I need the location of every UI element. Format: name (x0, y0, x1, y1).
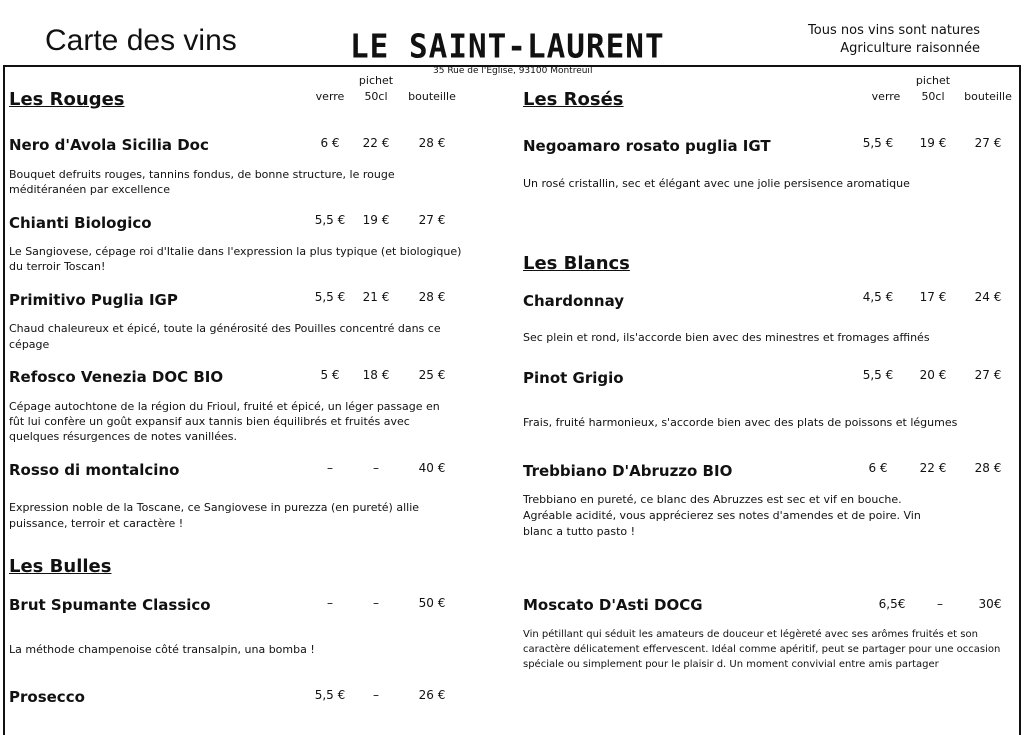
price-pichet: 22 € (919, 461, 947, 475)
wine-name: Nero d'Avola Sicilia Doc (9, 136, 209, 154)
price-bouteille: 24 € (974, 290, 1002, 304)
price-bouteille: 26 € (418, 688, 446, 702)
wine-name: Chianti Biologico (9, 214, 152, 232)
col-header-pichet: pichet (358, 74, 394, 87)
price-verre: 5,5 € (314, 213, 346, 227)
price-bouteille: 28 € (974, 461, 1002, 475)
menu-title: Carte des vins (45, 24, 237, 57)
wine-description: spéciale ou simplement pour le plaisir d. Un moment convivial entre amis partager (523, 659, 939, 670)
wine-description: Vin pétillant qui séduit les amateurs de douceur et légèreté avec ses arômes fruités et son (523, 629, 978, 640)
price-bouteille: 50 € (418, 596, 446, 610)
price-bouteille: 28 € (418, 290, 446, 304)
price-verre: 4,5 € (862, 290, 894, 304)
wine-name: Chardonnay (523, 292, 625, 310)
wine-description: Chaud chaleureux et épicé, toute la générosité des Pouilles concentré dans ce (9, 322, 441, 335)
col-header-verre: verre (871, 90, 901, 103)
price-pichet: 21 € (362, 290, 390, 304)
col-header-bouteille: bouteille (408, 90, 456, 103)
price-verre: 5,5 € (862, 368, 894, 382)
section-title-blancs: Les Blancs (523, 253, 630, 274)
wine-description: puissance, terroir et caractère ! (9, 517, 184, 530)
wine-description: du terroir Toscan! (9, 260, 106, 273)
wine-description: Bouquet defruits rouges, tannins fondus, de bonne structure, le rouge (9, 168, 395, 181)
wine-description: Agréable acidité, vous apprécierez ses notes d'amendes et de poire. Vin (523, 509, 921, 522)
price-verre: 6 € (868, 461, 888, 475)
natural-wine-note: Tous nos vins sont natures (808, 23, 980, 38)
price-verre: 6,5€ (878, 597, 906, 611)
price-pichet: 17 € (919, 290, 947, 304)
wine-description: La méthode champenoise côté transalpin, una bomba ! (9, 643, 315, 656)
wine-name: Pinot Grigio (523, 369, 624, 387)
col-header-pichet-size: 50cl (921, 90, 945, 103)
section-title-bulles: Les Bulles (9, 556, 112, 577)
price-verre: 5,5 € (314, 688, 346, 702)
wine-name: Primitivo Puglia IGP (9, 291, 178, 309)
price-bouteille: 27 € (418, 213, 446, 227)
wine-name: Trebbiano D'Abruzzo BIO (523, 462, 733, 480)
wine-name: Refosco Venezia DOC BIO (9, 368, 224, 386)
price-verre: 5,5 € (314, 290, 346, 304)
price-pichet: 19 € (919, 136, 947, 150)
wine-description: Le Sangiovese, cépage roi d'Italie dans l'expression la plus typique (et biologique) (9, 245, 462, 258)
wine-description: fût lui confère un goût expansif aux tannis bien équilibrés et fruités avec (9, 415, 410, 428)
agriculture-note: Agriculture raisonnée (840, 41, 980, 56)
wine-description: Cépage autochtone de la région du Frioul, fruité et épicé, un léger passage en (9, 400, 440, 413)
price-bouteille: 27 € (974, 368, 1002, 382)
wine-description: Expression noble de la Toscane, ce Sangiovese in purezza (en pureté) allie (9, 501, 420, 514)
price-bouteille: 30€ (978, 597, 1002, 611)
wine-description: quelques résurgences de notes vanillées. (9, 430, 237, 443)
restaurant-address: 35 Rue de l'Eglise, 93100 Montreuil (433, 66, 593, 76)
price-verre: 6 € (320, 136, 340, 150)
wine-description: caractère délicatement effervescent. Idéal comme apéritif, peut se partager pour une occasion (523, 644, 1001, 655)
wine-name: Prosecco (9, 688, 85, 706)
price-bouteille: 27 € (974, 136, 1002, 150)
price-bouteille: 28 € (418, 136, 446, 150)
price-pichet: – (373, 688, 379, 702)
wine-name: Negoamaro rosato puglia IGT (523, 137, 771, 155)
restaurant-logo: LE SAINT-LAURENT (350, 28, 665, 66)
col-header-pichet-size: 50cl (364, 90, 388, 103)
price-bouteille: 40 € (418, 461, 446, 475)
price-pichet: – (937, 597, 943, 611)
col-header-bouteille: bouteille (964, 90, 1012, 103)
price-pichet: – (373, 461, 379, 475)
price-verre: 5,5 € (862, 136, 894, 150)
wine-description: Sec plein et rond, ils'accorde bien avec des minestres et fromages affinés (523, 331, 930, 344)
wine-description: méditéranéen par excellence (9, 183, 170, 196)
price-pichet: 18 € (362, 368, 390, 382)
price-pichet: 22 € (362, 136, 390, 150)
section-title-roses: Les Rosés (523, 89, 624, 110)
wine-name: Moscato D'Asti DOCG (523, 596, 703, 614)
wine-description: blanc a tutto pasto ! (523, 525, 636, 538)
wine-name: Brut Spumante Classico (9, 596, 211, 614)
price-verre: – (327, 461, 333, 475)
col-header-verre: verre (315, 90, 345, 103)
wine-description: Frais, fruité harmonieux, s'accorde bien avec des plats de poissons et légumes (523, 416, 958, 429)
price-pichet: 19 € (362, 213, 390, 227)
section-title-rouges: Les Rouges (9, 89, 125, 110)
wine-description: Trebbiano en pureté, ce blanc des Abruzzes est sec et vif en bouche. (523, 493, 902, 506)
price-verre: 5 € (320, 368, 340, 382)
wine-description: cépage (9, 338, 50, 351)
price-pichet: 20 € (919, 368, 947, 382)
wine-name: Rosso di montalcino (9, 461, 180, 479)
price-bouteille: 25 € (418, 368, 446, 382)
price-verre: – (327, 596, 333, 610)
wine-description: Un rosé cristallin, sec et élégant avec une jolie persisence aromatique (523, 177, 910, 190)
col-header-pichet: pichet (915, 74, 951, 87)
price-pichet: – (373, 596, 379, 610)
